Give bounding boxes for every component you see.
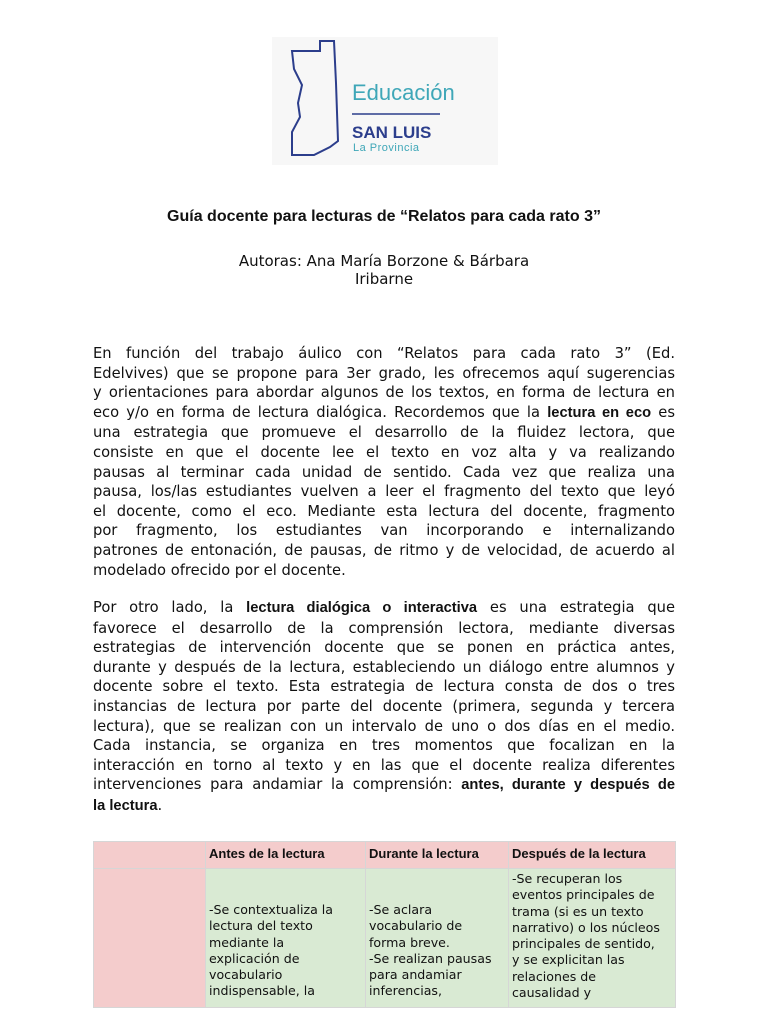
term-lectura-en-eco: lectura en eco <box>547 404 652 421</box>
paragraph-line: pausa, los/las estudiantes vuelven a leer el fragmento del texto que leyó <box>93 483 675 501</box>
table-header-antes: Antes de la lectura <box>206 842 366 869</box>
paragraph-line: docente sobre el texto. Esta estrategia de lectura consta de dos o tres <box>93 678 675 696</box>
table-cell-durante: -Se aclara vocabulario de forma breve. -Se realizan pausas para andamiar inferencias, <box>366 869 509 1008</box>
paragraph-line: durante y después de la lectura, estableciendo un diálogo entre alumnos y <box>93 658 675 676</box>
paragraph-line: instancias de lectura por parte del docente (primera, segunda y tercera <box>93 697 675 715</box>
document-title: Guía docente para lecturas de “Relatos para cada rato 3” <box>167 208 601 225</box>
logo-province: SAN LUIS <box>352 123 432 142</box>
paragraph-line: modelado ofrecido por el docente. <box>93 561 346 579</box>
paragraph-line: y orientaciones para abordar algunos de los textos, en forma de lectura en <box>93 384 675 402</box>
term-momentos: antes, durante y después de <box>461 777 675 794</box>
paragraph-line: favorece el desarrollo de la comprensión lectora, mediante diversas <box>93 619 675 637</box>
paragraph-line: eco y/o en forma de lectura dialógica. Recordemos que la lectura en eco es <box>93 403 675 421</box>
paragraph-line: lectura), que se realizan con un intervalo de uno o dos días en el medio. <box>93 717 675 735</box>
paragraph-line: Edelvives) que se propone para 3er grado, les ofrecemos aquí sugerencias <box>93 364 675 382</box>
table-header-despues: Después de la lectura <box>509 842 676 869</box>
table-header-row <box>94 842 676 869</box>
paragraph-line: Cada instancia, se organiza en tres momentos que focalizan en la <box>93 737 675 755</box>
table-cell-antes: -Se contextualiza la lectura del texto mediante la explicación de vocabulario indispensable, la <box>206 869 366 1008</box>
table-row-label-cell <box>94 869 206 1008</box>
paragraph-line: interacción en torno al texto y en las que el docente realiza diferentes <box>93 756 675 774</box>
paragraph-line: una estrategia que promueve el desarrollo de la fluidez lectora, que <box>93 424 675 442</box>
paragraph-line: intervenciones para andamiar la comprensión: antes, durante y después de <box>93 776 675 794</box>
san-luis-map-icon <box>272 37 498 165</box>
paragraph-line: consiste en que el docente lee el texto en voz alta y va realizando <box>93 443 675 461</box>
reading-moments-table <box>93 841 676 1008</box>
table-cell-despues: -Se recuperan los eventos principales de trama (si es un texto narrativo) o los núcleos principales de sentido, y se explicitan las relaciones de causalidad y <box>509 869 676 1008</box>
term-lectura-dialogica: lectura dialógica o interactiva <box>246 600 478 616</box>
paragraph-line: la lectura. <box>93 796 163 814</box>
paragraph-line: pausas al terminar cada unidad de sentido. Cada vez que realiza una <box>93 463 675 481</box>
paragraph-lectura-dialogica <box>93 598 675 817</box>
paragraph-lectura-en-eco <box>93 344 675 580</box>
logo-name: Educación <box>352 80 455 105</box>
paragraph-line: el docente, como el eco. Mediante esta lectura del docente, fragmento <box>93 502 675 520</box>
document-authors <box>214 252 554 288</box>
logo-tagline: La Provincia <box>353 142 420 154</box>
table-header-durante: Durante la lectura <box>366 842 509 869</box>
paragraph-line: estrategias de intervención docente que se ponen en práctica antes, <box>93 639 675 657</box>
education-san-luis-logo <box>272 37 498 165</box>
table-row <box>94 869 676 1008</box>
paragraph-line: por fragmento, los estudiantes van incorporando e internalizando <box>93 522 675 540</box>
authors-line-1: Autoras: Ana María Borzone & Bárbara <box>238 252 530 270</box>
paragraph-line: patrones de entonación, de pausas, de ritmo y de velocidad, de acuerdo al <box>93 541 675 559</box>
authors-line-2: Iribarne <box>354 270 414 288</box>
table-header-empty <box>94 842 206 869</box>
paragraph-line: En función del trabajo áulico con “Relatos para cada rato 3” (Ed. <box>93 345 675 362</box>
paragraph-line: Por otro lado, la lectura dialógica o interactiva es una estrategia que <box>93 599 675 616</box>
